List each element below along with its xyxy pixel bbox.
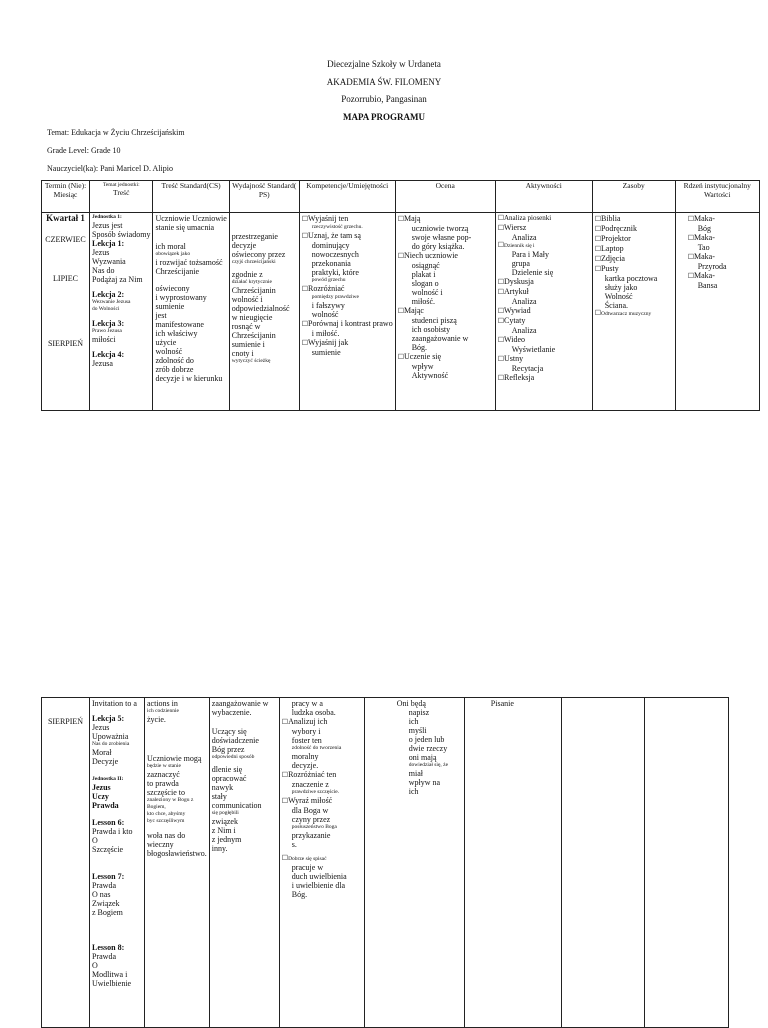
lesson-label: Lekcja 5: [92,714,125,723]
col-header-activities: Aktywności [495,181,592,213]
text-line: zgodnie z [231,270,263,279]
academy-name: AKADEMIA ŚW. FILOMENY [326,77,442,87]
text-line: wolność i [411,288,443,297]
bullet-item: ☐ Mając [398,306,493,316]
text-line: i uwielbienie dla [291,881,346,890]
text-line: z Nim i [211,826,236,835]
text-line: Wolność [604,292,633,301]
curriculum-table-lower [41,697,729,1028]
text-line: communication [211,801,262,810]
text-line: Sposób świadomy [92,230,151,239]
text-line: Nas do [92,266,115,275]
text-line: stały [211,792,227,801]
text-line: actions in [147,699,178,708]
text-line: i rozwijać tożsamość [155,258,223,267]
text-line: znaczenie z [291,780,329,789]
text-line: ludzka osoba. [291,708,336,717]
content-standard-cell [145,698,210,1028]
text-line: wpływ na [408,778,441,787]
text-line: decyzje. [291,761,319,770]
competencies-cell [299,213,395,411]
text-line: Decyzje [92,757,119,766]
lesson-label: Lesson 7: [92,872,125,881]
page-title: MAPA PROGRAMU [342,112,426,122]
text-line: do Wolności [92,306,120,312]
text-line: wolność i [231,295,263,304]
text-line: decyzje i w kierunku [155,374,223,383]
text-line: Ściana. [604,301,629,310]
text-line: Uczący się [211,727,247,736]
text-line: oświecony przez [231,250,286,259]
text-line: uczniowie tworzą [411,224,469,233]
text-line: ich [408,787,419,796]
term-cell [42,213,90,411]
text-line: Przyroda [697,262,727,271]
bullet-item: ☐ Cytaty [498,316,590,326]
text-line: Morał [92,748,112,757]
text-line: Uczniowie mogą [147,754,202,763]
bullet-item: ☐ Analiza piosenki [498,214,590,223]
month-august: SIERPIEŃ [47,717,84,726]
text-line: użycie [155,338,177,347]
text-line: Jezus [92,723,110,732]
text-line: Jezusa [92,359,113,368]
text-line: byc szczęśliwym [147,818,185,824]
text-line: dominujący [311,241,350,250]
bullet-text: ☐ Dziennik się i [498,243,535,249]
text-line: działać krytycznie [231,279,272,285]
bullet-item: ☐ Biblia [595,214,673,224]
bullet-item: ☐ Wyraź miłość [282,796,362,806]
bullet-item: ☐ Refleksja [498,373,590,383]
text-line: Uczniowie Uczniowie [155,214,227,223]
bullet-text: ☐ Dobrze się spisać [282,856,327,862]
text-line: sumienie [311,348,341,357]
col-header-assessment: Ocena [395,181,495,213]
text-line: Chrześcijanie [155,267,199,276]
text-line: zdolność do tworzenia [291,745,342,751]
text-line: nowoczesnych [311,250,359,259]
text-line: Uwielbienie [92,979,132,988]
content-standard-cell [153,213,229,411]
text-line: Pisanie [490,699,514,708]
col-header-term: Termin (Nie): Miesiąc [42,181,90,213]
text-line: cnoty i [231,349,254,358]
activities-cell [495,213,592,411]
col-header-core-values: Rdzeń instytucjonalny Wartości [675,181,759,213]
text-line: Chrześcijanin [231,331,276,340]
text-line: przestrzeganie [231,232,278,241]
unit-label: Jednostka II: [92,776,124,782]
text-line: O nas [92,890,111,899]
text-line: oświecony [155,284,190,293]
text-line: swoje własne pop- [411,233,472,242]
bullet-item: ☐ Rozróżniać ten [282,770,362,780]
bullet-item [498,242,590,250]
table-row [42,213,760,411]
text-line: dlenie się [211,765,243,774]
text-line: wieczny [147,840,174,849]
resources-cell [592,213,675,411]
bullet-item: ☐ Rozróżniać [302,284,393,294]
text-line: rosnąć w [231,322,261,331]
text-line: Invitation to a [92,699,137,708]
text-line: sumienie [155,302,185,311]
text-line: Podążaj za Nim [92,275,143,284]
text-line: dwie rzeczy [408,744,448,753]
activities-cell [464,698,561,1028]
bullet-item: ☐ Wiersz [498,223,590,233]
bullet-item: ☐ Wywiad [498,306,590,316]
text-line: Jezus [92,248,110,257]
text-line: Para i Mały [511,250,550,259]
text-line: Analiza [511,297,537,306]
lesson-label: Lekcja 1: [92,239,125,248]
bullet-item: ☐ Uczenie się [398,352,493,362]
text-line: Bóg. [411,343,428,352]
text-line: służy jako [604,283,638,292]
bullet-item [595,310,673,318]
school-name: Diecezjalne Szkoły w Urdaneta [327,59,441,69]
text-line: osiągnąć [411,261,440,270]
text-line: Prawo Jezusa [92,328,122,334]
lesson-label: Lekcja 4: [92,350,125,359]
text-line: stanie się umacnia [155,223,215,232]
assessment-cell [395,213,495,411]
text-line: szczęście to [147,788,185,797]
text-line: praktyki, które [311,268,359,277]
text-line: jest [155,311,167,320]
text-line: grupa [511,259,530,268]
text-line: pomiędzy prawdziwe [311,294,359,300]
bullet-item [282,855,362,863]
text-line: Aktywność [411,371,449,380]
text-line: Jezus jest [92,221,123,230]
text-line: Bóg [697,224,712,233]
table-row [42,698,729,1028]
text-line: zaangażowanie w [411,334,469,343]
text-line: o jeden lub [408,735,445,744]
text-line: odpowiedni sposób [211,754,255,760]
text-line: myśli [408,726,427,735]
core-values-cell [644,698,728,1028]
bullet-item: ☐ Ustny [498,354,590,364]
text-line: dla Boga w [291,806,329,815]
col-header-content [90,181,153,213]
text-line: Prawda i kto [92,827,133,836]
text-line: czyjś chrześcijański [231,259,276,265]
school-location: Pozorrubio, Pangasinan [341,94,427,104]
month-july: LIPIEC [53,274,78,283]
grade-line: Grade Level: Grade 10 [47,146,121,155]
text-line: wolność [311,310,339,319]
text-line: do góry książka. [411,242,465,251]
text-line: Bóg przez [211,745,245,754]
col-header-content-standard: Treść Standard(CS) [153,181,229,213]
text-line: wolność [155,347,183,356]
bullet-item: ☐ Artykuł [498,287,590,297]
text-line: opracować [211,774,247,783]
bullet-item: ☐ Podręcznik [595,224,673,234]
text-line: ich codziennie [147,708,179,714]
text-line: zaangażowanie w [211,699,269,708]
text-line: nawyk [211,783,234,792]
text-line: Chrześcijanin [231,286,276,295]
text-line: Bóg. [291,890,308,899]
text-line: sumienie i [231,340,265,349]
text-line: Prawda [92,881,116,890]
text-line: Recytacja [511,364,544,373]
header-row [42,181,760,213]
text-line: ich właściwy [155,329,198,338]
bullet-item: ☐ Analizuj ich [282,717,362,727]
text-line: Związek [92,899,120,908]
text-line: ich osobisty [411,325,451,334]
bullet-item: ☐ Laptop [595,244,673,254]
text-line: obowiązek jako [155,251,191,257]
text-line: zdolność do [155,356,194,365]
text-line: manifestowane [155,320,204,329]
col-header-performance-standard: Wydajność Standard( PS) [229,181,299,213]
curriculum-table-upper [41,180,760,411]
text-line: Modlitwa i [92,970,128,979]
text-line: związek [211,817,238,826]
text-line: zaznaczyć [147,770,180,779]
resources-cell [561,698,644,1028]
bullet-item: ☐ Porównaj i kontrast prawo [302,319,393,329]
text-line: i fałszywy [311,301,345,310]
text-line: moralny [291,752,319,761]
bullet-item: ☐ Dyskusja [498,277,590,287]
text-line: Dzielenie się [511,268,554,277]
text-line: ich [408,717,419,726]
text-line: z jednym [211,835,242,844]
core-values-cell [675,213,759,411]
text-line: Wyzwania [92,257,126,266]
text-line: O [92,961,98,970]
text-line: prawdziwe szczęście. [291,789,340,795]
text-line: Nas do zrobienia [92,741,130,747]
text-line: woła nas do [147,831,186,840]
text-line: się pogłębili [211,810,239,816]
bullet-item: ☐ Maka- [678,271,757,281]
content-cell [90,698,145,1028]
text-line: s. [291,840,297,849]
quarter-label: Kwartał 1 [46,213,85,223]
performance-standard-cell [209,698,279,1028]
month-august: SIERPIEŃ [47,339,84,348]
bullet-text: ☐ Odtwarzacz muzyczny [595,311,652,317]
text-line: błogosławieństwo. [147,849,207,858]
bullet-item: ☐ Maka- [678,233,757,243]
text-line: w nieugięcie [231,313,273,322]
text-line: Upoważnia [92,732,129,741]
text-line: wytyczyć ścieżkę [231,358,271,364]
text-line: O [92,836,98,845]
text-line: wybaczenie. [211,708,252,717]
text-line: rzeczywistość grzechu. [311,224,363,230]
text-line: Bansa [697,281,718,290]
col-header-competencies: Kompetencje/Umiejętności [299,181,395,213]
text-line: będzie w stanie [147,763,181,769]
assessment-cell [364,698,464,1028]
text-line: posłuszeństwo Boga [291,824,337,830]
text-line: Szczęście [92,845,124,854]
text-line: powód grzechu [311,277,346,283]
topic-line: Temat: Edukacja w Życiu Chrześcijańskim [47,128,185,137]
text-line: miłości [92,335,116,344]
lesson-label: Lesson 6: [92,818,125,827]
unit-label: Jednostka 1: [92,214,122,220]
text-line: Prawda [92,952,116,961]
text-line: Prawda [92,801,119,810]
text-line: slogan o [411,279,439,288]
col-header-unit: Temat jednostki: [102,182,140,188]
text-line: miał [408,769,423,778]
text-line: inny. [211,844,228,853]
bullet-item: ☐ Maka- [678,214,757,224]
text-line: Analiza [511,233,537,242]
text-line: miłość. [411,297,436,306]
text-line: przykazanie [291,831,331,840]
text-line: pracy w a [291,699,323,708]
text-line: doświadczenie [211,736,259,745]
bullet-item: ☐ Niech uczniowie [398,251,493,261]
bullet-item: ☐ Maka- [678,252,757,262]
bullet-item: ☐ Mają [398,214,493,224]
col-header-resources: Zasoby [592,181,675,213]
month-june: CZERWIEC [45,235,86,244]
text-line: kto chce, abyśmy [147,811,186,817]
text-line: Tao [697,243,710,252]
text-line: Wyświetlanie [511,345,556,354]
bullet-item: ☐ Zdjęcia [595,254,673,264]
text-line: napisz [408,708,430,717]
bullet-item: ☐ Wyjaśnij ten [302,214,393,224]
text-line: życie. [147,715,166,724]
text-line: znaleziony w Bogu z Bogiem, [147,797,194,810]
teacher-line: Nauczyciel(ka): Pani Maricel D. Alipio [47,164,173,173]
text-line: wpływ [411,362,434,371]
text-line: to prawda [147,779,179,788]
text-line: odpowiedzialność [231,304,290,313]
text-line: decyzje [231,241,257,250]
text-line: zrób dobrze [155,365,194,374]
text-line: Jezus [92,783,111,792]
text-line: Analiza [511,326,537,335]
text-line: foster ten [291,736,322,745]
text-line: Uczy [92,792,109,801]
text-line: duch uwielbienia [291,872,347,881]
text-line: pracuje w [291,863,324,872]
text-line: ich moral [155,242,186,251]
text-line: przekonania [311,259,351,268]
bullet-item: ☐ Wyjaśnij jak [302,338,393,348]
text-line: Wezwanie Jezusa [92,299,131,305]
text-line: Oni będą [396,699,426,708]
term-cell [42,698,90,1028]
bullet-item: ☐ Pusty [595,264,673,274]
text-line: plakat i [411,270,436,279]
bullet-item: ☐ Uznaj, że tam są [302,231,393,241]
bullet-item: ☐ Projektor [595,234,673,244]
col-header-content-label: Treść [113,188,130,197]
text-line: oni mają [408,753,437,762]
bullet-item: ☐ Wideo [498,335,590,345]
text-line: z Bogiem [92,908,123,917]
text-line: wybory i [291,727,321,736]
text-line: i miłość. [311,329,340,338]
competencies-cell [279,698,364,1028]
text-line: i wyprostowany [155,293,207,302]
content-cell [90,213,153,411]
lesson-label: Lekcja 3: [92,319,125,328]
text-line: dowiedział się, że [408,762,449,768]
performance-standard-cell [229,213,299,411]
text-line: kartka pocztowa [604,274,658,283]
lesson-label: Lekcja 2: [92,290,125,299]
text-line: czyny przez [291,815,331,824]
text-line: studenci piszą [411,316,457,325]
lesson-label: Lesson 8: [92,943,125,952]
